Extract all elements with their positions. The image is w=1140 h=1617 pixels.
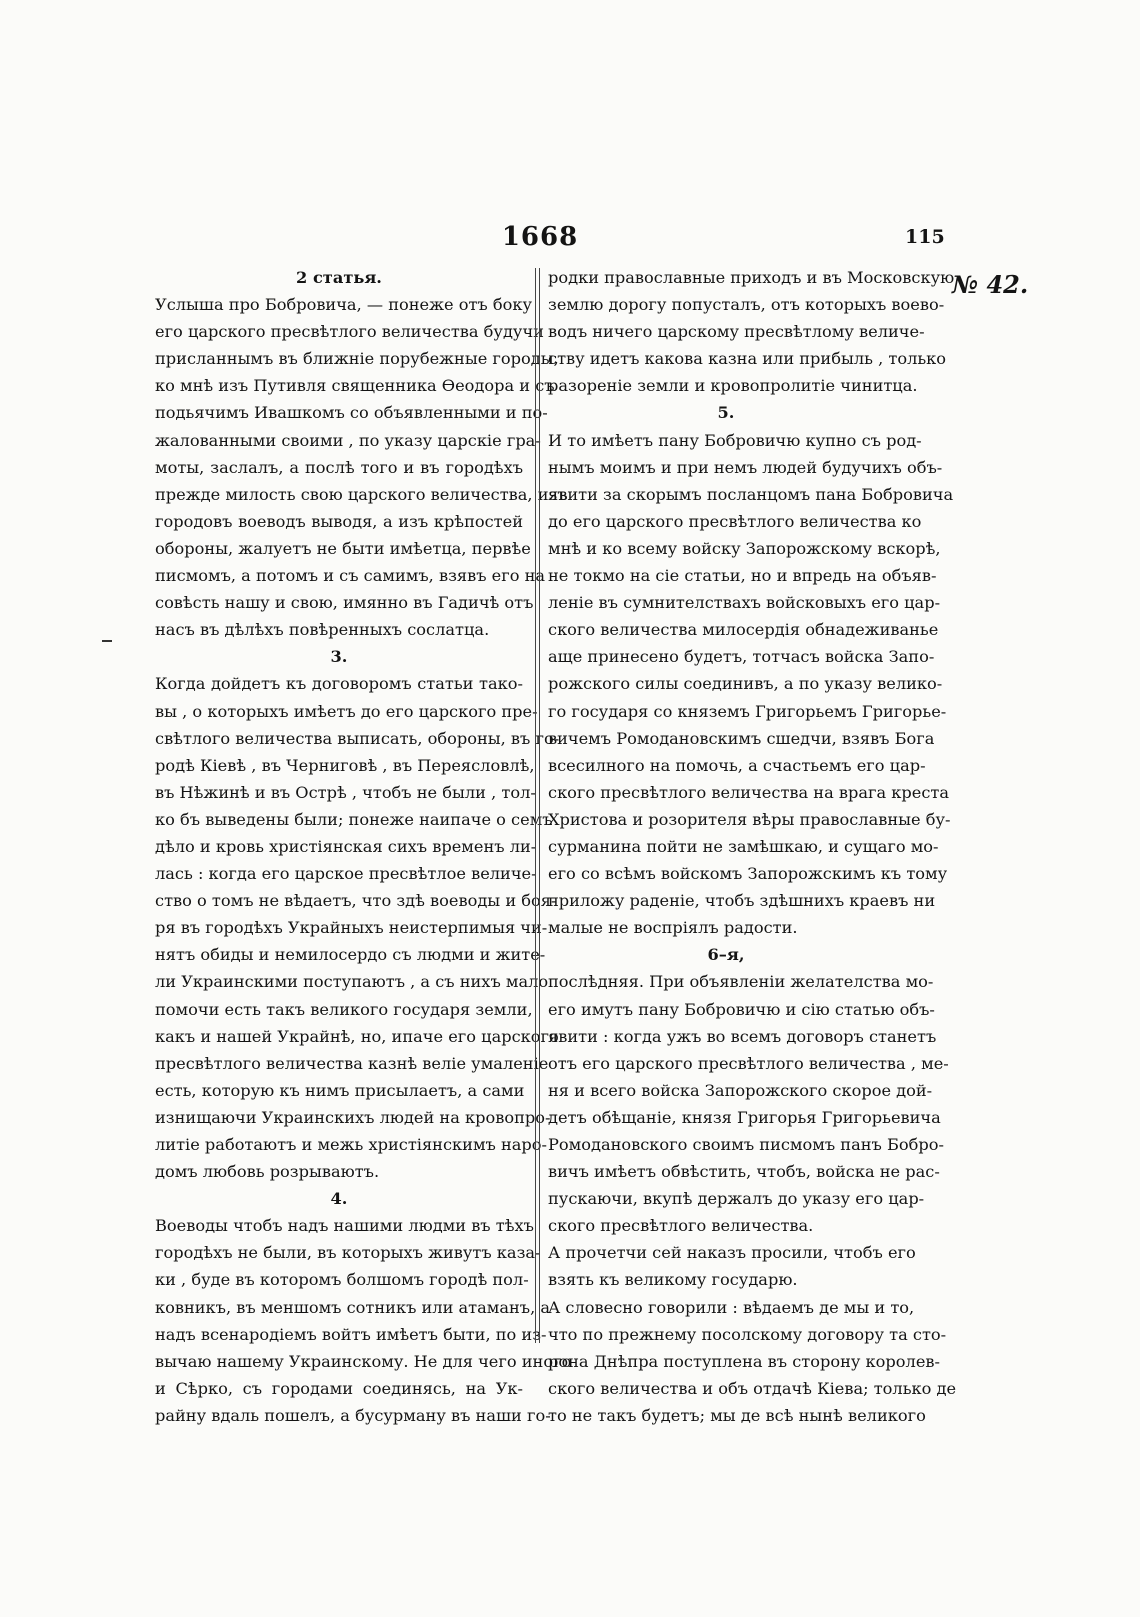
text-line: рожского силы соединивъ, а по указу велико- <box>548 674 943 694</box>
section-heading: 2 статья. <box>296 268 382 287</box>
text-line: ки , буде въ которомъ болшомъ городѣ пол- <box>155 1270 529 1290</box>
text-line: отъ его царского пресвѣтлого величества , ме- <box>548 1053 949 1073</box>
section-heading: 3. <box>330 647 348 667</box>
text-line: райну вдаль пошелъ, а бусурману въ наши го- <box>155 1405 551 1425</box>
text-line: есть, которую къ нимъ присылаетъ, а сами <box>155 1080 525 1100</box>
text-line: ря въ городѣхъ Украйныхъ неистерпимыя чи- <box>155 918 548 938</box>
text-line: аще принесено будетъ, тотчасъ войска Запо- <box>548 647 935 667</box>
margin-mark <box>102 640 112 642</box>
text-line: пресвѣтлого величества казнѣ веліе умаленіе <box>155 1053 549 1073</box>
text-line: вычаю нашему Украинскому. Не для чего иного <box>155 1351 572 1371</box>
text-line: водъ ничего царскому пресвѣтлому величе- <box>548 322 925 342</box>
text-line: вы , о которыхъ имѣетъ до его царского пре- <box>155 701 538 721</box>
text-line: прежде милость свою царского величества, изъ <box>155 484 568 504</box>
text-line: надъ всенародіемъ войтъ имѣетъ быти, по из- <box>155 1324 547 1344</box>
left-text-column <box>155 264 572 1429</box>
text-line: явити : когда ужъ во всемъ договоръ станетъ <box>548 1026 937 1046</box>
text-line: вичъ имѣетъ обвѣстить, чтобъ, войска не рас- <box>548 1162 940 1182</box>
text-line: присланнымъ въ ближніе порубежные городы, <box>155 349 559 369</box>
text-line: литіе работаютъ и межь христіянскимъ наро- <box>155 1135 547 1154</box>
text-line: Воеводы чтобъ надъ нашими людми въ тѣхъ <box>155 1216 534 1236</box>
text-line: городовъ воеводъ выводя, а изъ крѣпостей <box>155 511 523 531</box>
text-line: ковникъ, въ меншомъ сотникъ или атаманъ, а <box>155 1297 551 1317</box>
section-heading: 6–я, <box>707 945 745 965</box>
text-line: то не такъ будетъ; мы де всѣ нынѣ великого <box>548 1405 926 1425</box>
document-number: № 42. <box>952 270 1029 299</box>
text-line: ко мнѣ изъ Путивля священника Ѳеодора и съ <box>155 376 555 396</box>
text-line: не токмо на сіе статьи, но и впредь на объяв- <box>548 566 937 586</box>
text-line: пускаючи, вкупѣ держалъ до указу его цар- <box>548 1189 925 1209</box>
text-line: насъ въ дѣлѣхъ повѣренныхъ сослатца. <box>155 620 490 640</box>
text-line: Когда дойдетъ къ договоромъ статьи тако- <box>155 674 523 694</box>
text-line: И то имѣетъ пану Бобровичю купно съ род- <box>548 430 922 450</box>
text-line: до его царского пресвѣтлого величества ко <box>548 511 922 531</box>
text-line: ли Украинскими поступаютъ , а съ нихъ мало <box>155 972 549 992</box>
text-line: совѣсть нашу и свою, имянно въ Гадичѣ отъ <box>155 593 534 613</box>
text-line: подьячимъ Ивашкомъ со объявленными и по- <box>155 403 548 423</box>
text-line: его царского пресвѣтлого величества будучи <box>155 322 544 342</box>
text-line: родѣ Кіевѣ , въ Черниговѣ , въ Переясловлѣ, <box>155 755 535 775</box>
text-line: приложу раденіе, чтобъ здѣшнихъ краевъ ни <box>548 891 936 911</box>
text-line: писмомъ, а потомъ и съ самимъ, взявъ его на <box>155 566 546 586</box>
text-line: и Сѣрко, съ городами соединясь, на Ук- <box>155 1378 523 1398</box>
text-line: ня и всего войска Запорожского скорое дой- <box>548 1080 933 1100</box>
text-line: ского величества милосердія обнадеживанье <box>548 620 939 640</box>
text-line: ко бъ выведены были; понеже наипаче о семъ <box>155 809 553 829</box>
page-year-header: 1668 <box>501 222 579 252</box>
text-line: дѣло и кровь христіянская сихъ временъ ли- <box>155 836 537 856</box>
text-line: что по прежнему посолскому договору та сто- <box>548 1324 947 1344</box>
text-line: малые не воспріялъ радости. <box>548 918 798 938</box>
text-line: его имутъ пану Бобровичю и сію статью объ- <box>548 999 935 1019</box>
text-line: домъ любовь розрываютъ. <box>155 1162 380 1182</box>
text-line: рона Днѣпра поступлена въ сторону королев- <box>548 1351 940 1371</box>
text-line: городѣхъ не были, въ которыхъ живутъ каза- <box>155 1243 541 1263</box>
text-line: обороны, жалуетъ не быти имѣетца, первѣе <box>155 538 531 558</box>
text-line: свѣтлого величества выписать, обороны, въ го- <box>155 728 560 748</box>
text-line: А словесно говорили : вѣдаемъ де мы и то, <box>548 1297 915 1317</box>
text-line: детъ обѣщаніе, князя Григорья Григорьевича <box>548 1107 941 1127</box>
section-heading: 5. <box>717 403 735 423</box>
text-line: явити за скорымъ посланцомъ пана Бобровича <box>548 484 954 504</box>
text-line: Услыша про Бобровича, — понеже отъ боку <box>155 295 532 315</box>
text-line: лась : когда его царское пресвѣтлое величе- <box>155 864 537 884</box>
text-line: го государя со княземъ Григорьемъ Григорье- <box>548 701 947 721</box>
text-line: ству идетъ какова казна или прибыль , только <box>548 349 947 369</box>
right-text-column <box>548 264 957 1429</box>
page-number: 115 <box>905 226 945 248</box>
text-line: Ромодановского своимъ писмомъ панъ Бобро- <box>548 1135 944 1154</box>
text-line: въ Нѣжинѣ и въ Острѣ , чтобъ не были , тол- <box>155 782 536 802</box>
text-line: ского пресвѣтлого величества на врага креста <box>548 782 950 802</box>
text-line: ство о томъ не вѣдаетъ, что здѣ воеводы и боя- <box>155 891 557 911</box>
text-line: помочи есть такъ великого государя земли, <box>155 999 533 1019</box>
text-line: ского величества и объ отдачѣ Кіева; только де <box>548 1378 957 1398</box>
text-line: леніе въ сумнителствахъ войсковыхъ его цар- <box>548 593 941 613</box>
text-line: изнищаючи Украинскихъ людей на кровопро- <box>155 1107 551 1127</box>
text-line: землю дорогу попусталъ, отъ которыхъ воево- <box>548 295 945 315</box>
text-line: сурманина пойти не замѣшкаю, и сущаго мо- <box>548 836 939 856</box>
text-line: мнѣ и ко всему войску Запорожскому вскорѣ, <box>548 538 941 558</box>
text-line: какъ и нашей Украйнѣ, но, ипаче его царского <box>155 1026 559 1046</box>
text-line: его со всѣмъ войскомъ Запорожскимъ къ тому <box>548 864 948 884</box>
text-line: послѣдняя. При объявленіи желателства мо- <box>548 972 934 992</box>
text-line: разореніе земли и кровопролитіе чинитца. <box>548 376 918 396</box>
text-line: нымъ моимъ и при немъ людей будучихъ объ- <box>548 457 943 477</box>
section-heading: 4. <box>330 1189 348 1209</box>
text-line: взять къ великому государю. <box>548 1270 798 1290</box>
text-line: всесилного на помочь, а счастьемъ его цар- <box>548 755 926 775</box>
text-line: Христова и розорителя вѣры православные бу- <box>548 809 951 829</box>
text-line: жалованными своими , по указу царскіе гра- <box>155 430 541 450</box>
text-line: А прочетчи сей наказъ просили, чтобъ его <box>548 1243 916 1263</box>
text-line: вичемъ Ромодановскимъ сшедчи, взявъ Бога <box>548 728 935 748</box>
text-line: ского пресвѣтлого величества. <box>548 1216 814 1236</box>
text-line: родки православные приходъ и въ Московскую <box>548 268 955 287</box>
column-divider <box>535 268 540 1343</box>
text-line: нятъ обиды и немилосердо съ людми и жите- <box>155 945 546 965</box>
text-line: моты, заслалъ, а послѣ того и въ городѣхъ <box>155 457 523 477</box>
